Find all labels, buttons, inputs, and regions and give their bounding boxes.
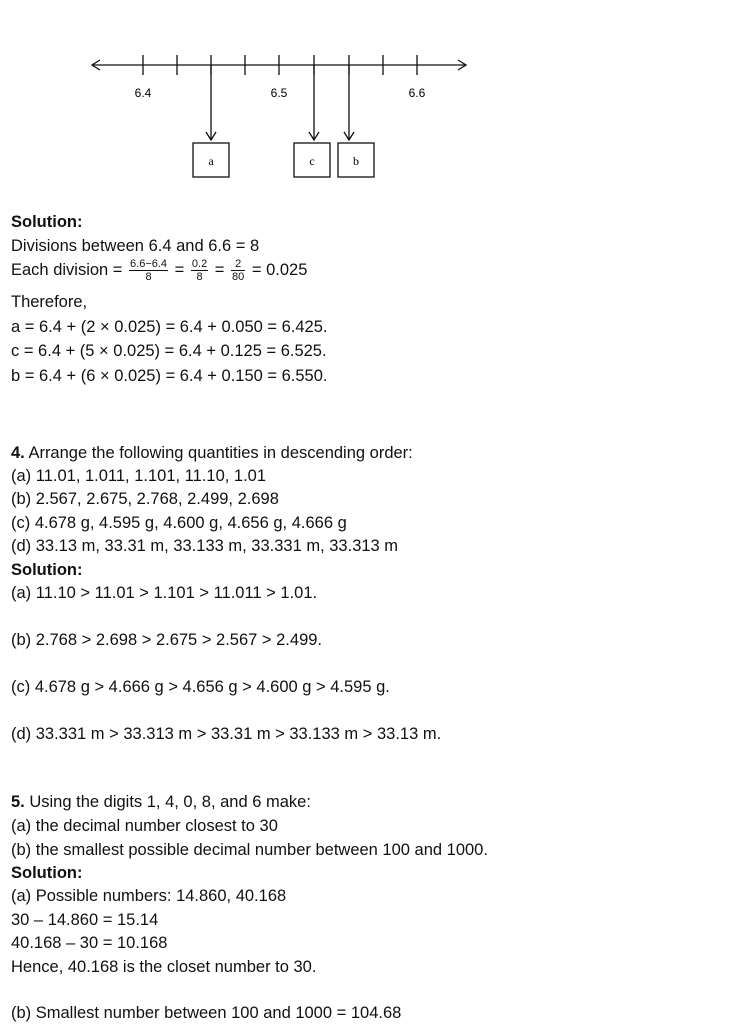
question-4-number: 4. [11, 444, 25, 462]
question-5-subtraction-1: 30 – 14.860 = 15.14 [11, 911, 159, 929]
question-4-part-a: (a) 11.01, 1.011, 1.101, 11.10, 1.01 [11, 467, 267, 485]
tick-label-6-4: 6.4 [134, 86, 152, 100]
fraction-3-num: 2 [231, 258, 245, 271]
value-c-line: c = 6.4 + (5 × 0.025) = 6.4 + 0.125 = 6.525. [11, 342, 327, 360]
question-5-number: 5. [11, 793, 25, 811]
question-4-answer-c: (c) 4.678 g > 4.666 g > 4.656 g > 4.600 g > 4.595 g. [11, 678, 390, 696]
question-5-part-a: (a) the decimal number closest to 30 [11, 817, 278, 835]
divisions-line: Divisions between 6.4 and 6.6 = 8 [11, 237, 260, 255]
question-4-text: Arrange the following quantities in descending order: [24, 444, 413, 462]
solution-heading: Solution: [11, 213, 83, 231]
each-division-result: = 0.025 [251, 260, 308, 279]
question-5-conclusion: Hence, 40.168 is the closet number to 30. [11, 958, 317, 976]
therefore-line: Therefore, [11, 293, 88, 311]
number-line-diagram [0, 0, 746, 200]
each-division-line [11, 258, 307, 283]
question-5-answer-a: (a) Possible numbers: 14.860, 40.168 [11, 887, 287, 905]
question-5-answer-b: (b) Smallest number between 100 and 1000 = 104.68 [11, 1004, 402, 1022]
equals-sign: = [174, 260, 185, 279]
box-label-a: a [208, 154, 214, 168]
box-label-c: c [309, 154, 315, 168]
fraction-1-den: 8 [145, 271, 152, 283]
question-4-answer-d: (d) 33.331 m > 33.313 m > 33.31 m > 33.133 m > 33.13 m. [11, 725, 442, 743]
fraction-1-num: 6.6−6.4 [130, 258, 168, 270]
tick-label-6-6: 6.6 [408, 86, 426, 100]
equals-sign: = [214, 260, 225, 279]
question-5-text: Using the digits 1, 4, 0, 8, and 6 make: [24, 793, 311, 811]
question-5-solution-heading: Solution: [11, 864, 83, 882]
fraction-3-den: 80 [232, 271, 245, 283]
question-5-subtraction-2: 40.168 – 30 = 10.168 [11, 934, 168, 952]
value-b-line: b = 6.4 + (6 × 0.025) = 6.4 + 0.150 = 6.550. [11, 367, 328, 385]
question-5-part-b: (b) the smallest possible decimal number between 100 and 1000. [11, 841, 488, 859]
question-4-part-b: (b) 2.567, 2.675, 2.768, 2.499, 2.698 [11, 490, 279, 508]
question-4-answer-b: (b) 2.768 > 2.698 > 2.675 > 2.567 > 2.499. [11, 631, 323, 649]
fraction-2-den: 8 [196, 271, 203, 283]
tick-label-6-5: 6.5 [270, 86, 288, 100]
question-4-part-d: (d) 33.13 m, 33.31 m, 33.133 m, 33.331 m, 33.313 m [11, 537, 399, 555]
fraction-2 [191, 258, 208, 283]
value-a-line: a = 6.4 + (2 × 0.025) = 6.4 + 0.050 = 6.425. [11, 318, 328, 336]
question-4-solution-heading: Solution: [11, 561, 83, 579]
question-4-title [11, 443, 413, 463]
fraction-1 [129, 258, 168, 283]
fraction-2-num: 0.2 [191, 258, 208, 270]
each-division-prefix: Each division = [11, 260, 123, 279]
fraction-3 [231, 258, 245, 283]
question-4-answer-a: (a) 11.10 > 11.01 > 1.101 > 11.011 > 1.01. [11, 584, 318, 602]
question-4-part-c: (c) 4.678 g, 4.595 g, 4.600 g, 4.656 g, 4.666 g [11, 514, 347, 532]
box-label-b: b [353, 154, 359, 168]
question-5-title [11, 792, 311, 812]
